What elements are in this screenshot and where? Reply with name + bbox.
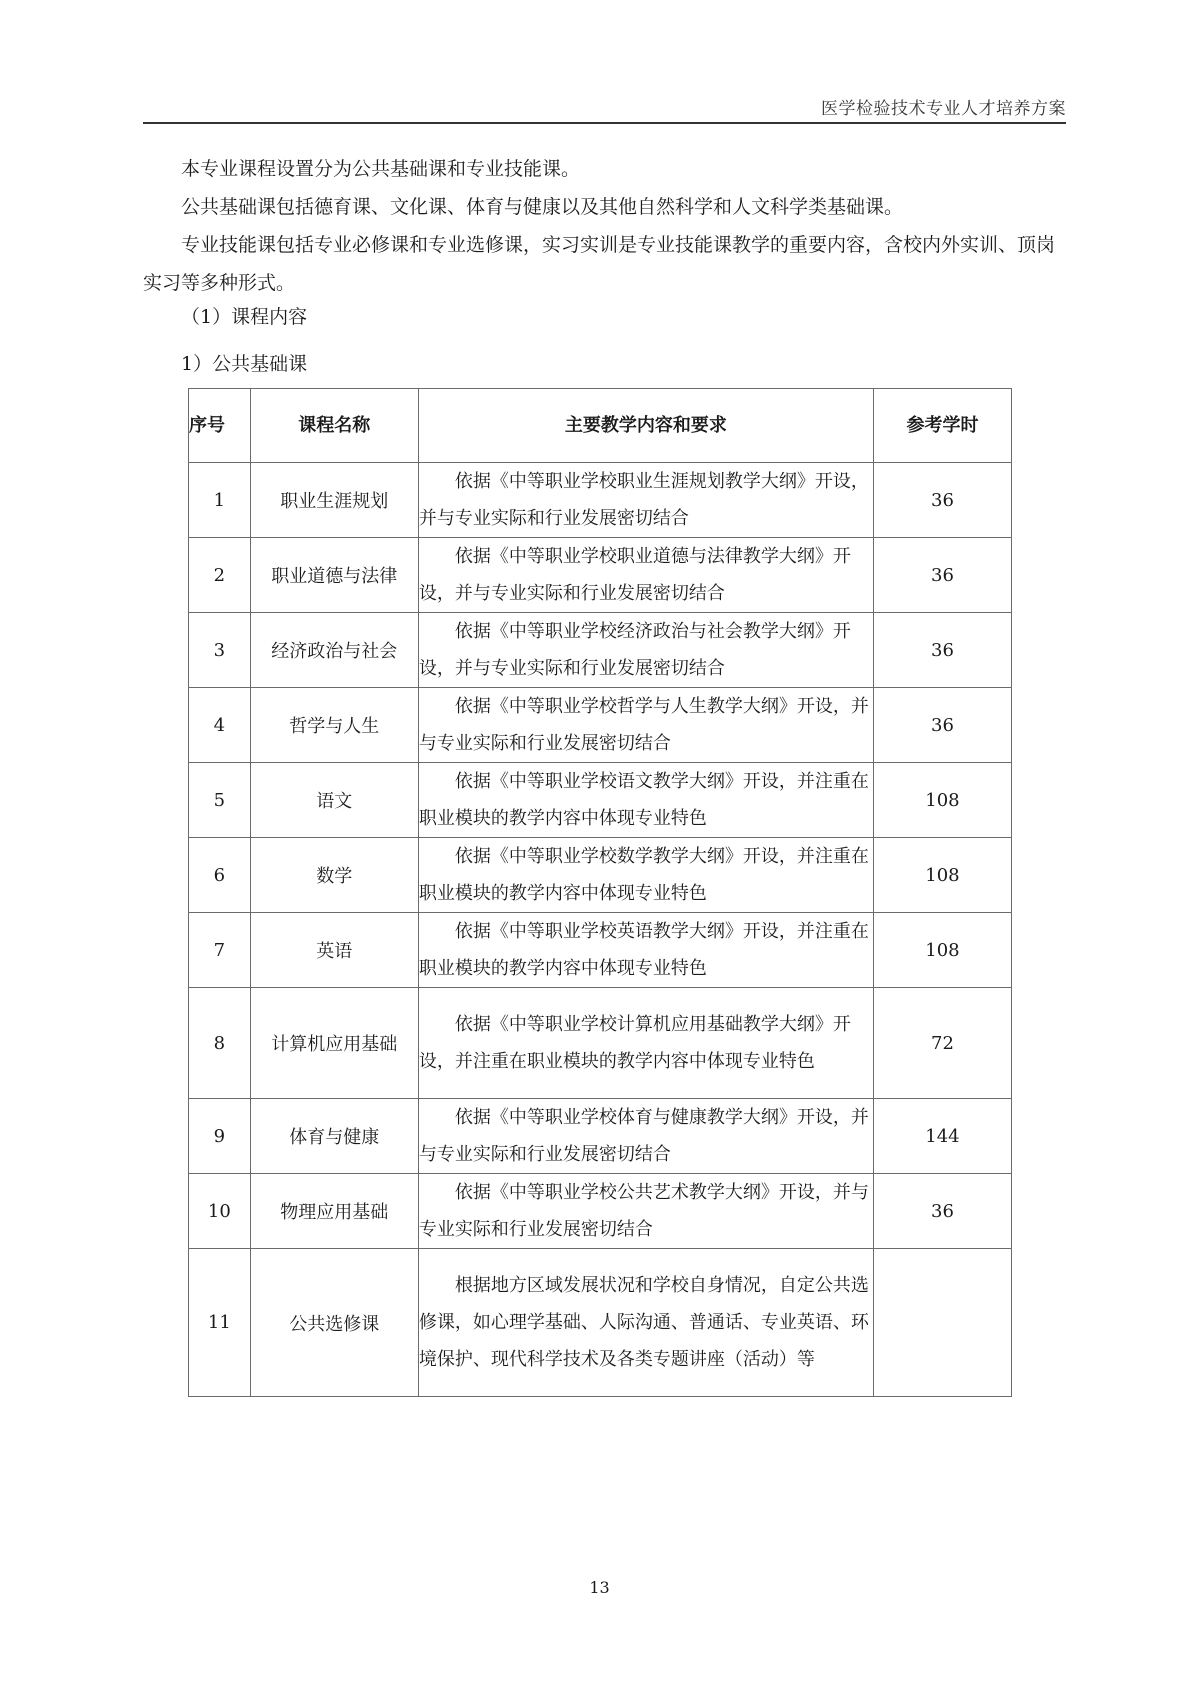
table-row [189, 1099, 1012, 1174]
row-index: 1 [189, 463, 251, 538]
row-hours: 108 [873, 763, 1011, 838]
row-index: 6 [189, 838, 251, 913]
table-row [189, 1174, 1012, 1249]
row-hours [873, 1249, 1011, 1397]
table-row [189, 988, 1012, 1099]
subsection-heading: 1）公共基础课 [181, 353, 308, 375]
header-index: 序号 [189, 389, 251, 463]
header-content: 主要教学内容和要求 [418, 389, 873, 463]
table-row [189, 1249, 1012, 1397]
row-course-name: 职业生涯规划 [250, 463, 418, 538]
table-row [189, 463, 1012, 538]
table-row [189, 913, 1012, 988]
row-hours: 36 [873, 1174, 1011, 1249]
row-hours: 36 [873, 688, 1011, 763]
row-content: 依据《中等职业学校职业生涯规划教学大纲》开设，并与专业实际和行业发展密切结合 [418, 463, 873, 538]
row-hours: 72 [873, 988, 1011, 1099]
row-index: 5 [189, 763, 251, 838]
table-header-row [189, 389, 1012, 463]
row-course-name: 数学 [250, 838, 418, 913]
row-course-name: 计算机应用基础 [250, 988, 418, 1099]
row-course-name: 语文 [250, 763, 418, 838]
table-row [189, 763, 1012, 838]
table-row [189, 538, 1012, 613]
row-content: 依据《中等职业学校哲学与人生教学大纲》开设，并与专业实际和行业发展密切结合 [418, 688, 873, 763]
row-course-name: 职业道德与法律 [250, 538, 418, 613]
row-course-name: 哲学与人生 [250, 688, 418, 763]
row-index: 8 [189, 988, 251, 1099]
row-course-name: 体育与健康 [250, 1099, 418, 1174]
row-content: 依据《中等职业学校英语教学大纲》开设，并注重在职业模块的教学内容中体现专业特色 [418, 913, 873, 988]
row-hours: 108 [873, 913, 1011, 988]
header-hours: 参考学时 [873, 389, 1011, 463]
row-index: 2 [189, 538, 251, 613]
page-number: 13 [589, 1578, 610, 1597]
intro-paragraph-3: 专业技能课包括专业必修课和专业选修课，实习实训是专业技能课教学的重要内容，含校内外实训、顶岗实习等多种形式。 [143, 234, 1056, 294]
row-content: 依据《中等职业学校公共艺术教学大纲》开设，并与专业实际和行业发展密切结合 [418, 1174, 873, 1249]
row-index: 4 [189, 688, 251, 763]
row-index: 3 [189, 613, 251, 688]
row-index: 11 [189, 1249, 251, 1397]
row-index: 10 [189, 1174, 251, 1249]
course-table [188, 388, 1012, 1397]
row-content: 根据地方区域发展状况和学校自身情况，自定公共选修课，如心理学基础、人际沟通、普通话、专业英语、环境保护、现代科学技术及各类专题讲座（活动）等 [418, 1249, 873, 1397]
running-header-title: 医学检验技术专业人才培养方案 [821, 99, 1066, 119]
row-hours: 36 [873, 538, 1011, 613]
header-course-name: 课程名称 [250, 389, 418, 463]
row-index: 7 [189, 913, 251, 988]
row-content: 依据《中等职业学校语文教学大纲》开设，并注重在职业模块的教学内容中体现专业特色 [418, 763, 873, 838]
row-content: 依据《中等职业学校体育与健康教学大纲》开设，并与专业实际和行业发展密切结合 [418, 1099, 873, 1174]
row-content: 依据《中等职业学校数学教学大纲》开设，并注重在职业模块的教学内容中体现专业特色 [418, 838, 873, 913]
table-row [189, 613, 1012, 688]
row-hours: 144 [873, 1099, 1011, 1174]
row-course-name: 英语 [250, 913, 418, 988]
row-hours: 108 [873, 838, 1011, 913]
row-index: 9 [189, 1099, 251, 1174]
intro-paragraph-2: 公共基础课包括德育课、文化课、体育与健康以及其他自然科学和人文科学类基础课。 [181, 196, 904, 218]
table-row [189, 838, 1012, 913]
row-course-name: 公共选修课 [250, 1249, 418, 1397]
table-row [189, 688, 1012, 763]
row-content: 依据《中等职业学校经济政治与社会教学大纲》开设，并与专业实际和行业发展密切结合 [418, 613, 873, 688]
section-heading: （1）课程内容 [181, 306, 308, 328]
row-course-name: 物理应用基础 [250, 1174, 418, 1249]
row-content: 依据《中等职业学校职业道德与法律教学大纲》开设，并与专业实际和行业发展密切结合 [418, 538, 873, 613]
row-hours: 36 [873, 613, 1011, 688]
header-rule [143, 122, 1066, 124]
row-hours: 36 [873, 463, 1011, 538]
row-content: 依据《中等职业学校计算机应用基础教学大纲》开设，并注重在职业模块的教学内容中体现专业特色 [418, 988, 873, 1099]
row-course-name: 经济政治与社会 [250, 613, 418, 688]
intro-paragraph-1: 本专业课程设置分为公共基础课和专业技能课。 [181, 158, 581, 180]
